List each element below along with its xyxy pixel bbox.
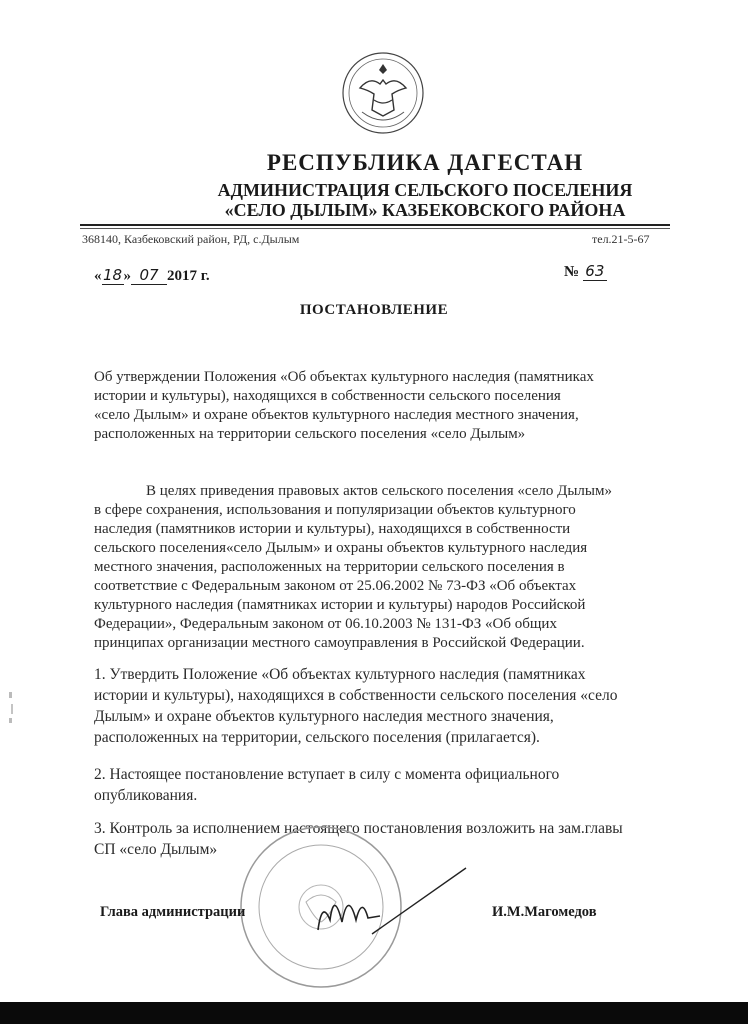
address-text: 368140, Казбековский район, РД, с.Дылым <box>82 232 300 246</box>
point-1-line: Дылым» и охране объектов культурного наследия местного значения, <box>94 708 554 725</box>
point-1 <box>94 664 684 748</box>
point-1-line: 1. Утвердить Положение «Об объектах культурного наследия (памятниках <box>94 666 586 683</box>
body-line: наследия (памятников истории и культуры), находящихся в собственности <box>94 521 571 537</box>
scan-artifact <box>8 690 16 730</box>
scan-border-bar <box>0 1002 748 1024</box>
point-2-line: 2. Настоящее постановление вступает в силу с момента официального <box>94 766 560 783</box>
body-line: Федерации», Федеральным законом от 06.10.2003 № 131-ФЗ «Об общих <box>94 616 557 632</box>
document-title: ПОСТАНОВЛЕНИЕ <box>299 302 449 318</box>
point-1-line: расположенных на территории, сельского поселения (прилагается). <box>94 729 540 746</box>
subject-line: расположенных на территории сельского поселения «село Дылым» <box>94 426 526 442</box>
date-day: 18 <box>102 266 123 284</box>
header-divider-thin <box>80 228 670 229</box>
phone-text: тел.21-5-67 <box>592 232 650 246</box>
body-line-text: В целях приведения правовых актов сельского поселения «село Дылым» <box>146 483 612 499</box>
subject-line: Об утверждении Положения «Об объектах культурного наследия (памятниках <box>94 369 594 385</box>
body-line: культурного наследия (памятниках истории и культуры) народов Российской <box>94 597 586 613</box>
subject-paragraph <box>94 368 684 444</box>
body-line: принципах организации местного самоуправления в Российской Федерации. <box>94 635 585 651</box>
number-value: 63 <box>583 262 607 281</box>
body-line: соответствие с Федеральным законом от 25.06.2002 № 73-ФЗ «Об объектах <box>94 578 577 594</box>
subject-line: истории и культуры), находящихся в собственности сельского поселения <box>94 388 561 404</box>
point-2 <box>94 764 684 806</box>
body-line <box>94 482 684 501</box>
body-line: в сфере сохранения, использования и популяризации объектов культурного <box>94 502 576 518</box>
signatory-name: И.М.Магомедов <box>492 904 597 920</box>
header-divider <box>80 224 670 226</box>
signatory-position: Глава администрации <box>100 904 246 920</box>
coat-of-arms-icon <box>340 50 426 136</box>
document-number <box>564 262 607 281</box>
settlement-title: «СЕЛО ДЫЛЫМ» КАЗБЕКОВСКОГО РАЙОНА <box>224 200 626 220</box>
subject-line: «село Дылым» и охране объектов культурного наследия местного значения, <box>94 407 579 423</box>
point-2-line: опубликования. <box>94 787 198 804</box>
body-line: местного значения, расположенных на территории сельского поселения в <box>94 559 565 575</box>
document-date <box>94 266 210 285</box>
date-quote-close: » <box>123 268 131 284</box>
date-quote-open: « <box>94 268 102 284</box>
republic-title: РЕСПУБЛИКА ДАГЕСТАН <box>266 150 584 175</box>
point-1-line: истории и культуры), находящихся в собственности сельского поселения «село <box>94 687 618 704</box>
number-prefix: № <box>564 264 580 280</box>
date-month: 07 <box>131 266 167 285</box>
point-3-line: СП «село Дылым» <box>94 841 218 858</box>
body-line: сельского поселения«село Дылым» и охраны объектов культурного наследия <box>94 540 588 556</box>
date-year: 2017 г. <box>167 268 210 284</box>
handwritten-signature-icon <box>308 860 478 940</box>
point-3-line: 3. Контроль за исполнением настоящего постановления возложить на зам.главы <box>94 820 623 837</box>
preamble-paragraph <box>94 482 684 653</box>
administration-title: АДМИНИСТРАЦИЯ СЕЛЬСКОГО ПОСЕЛЕНИЯ <box>217 180 633 200</box>
